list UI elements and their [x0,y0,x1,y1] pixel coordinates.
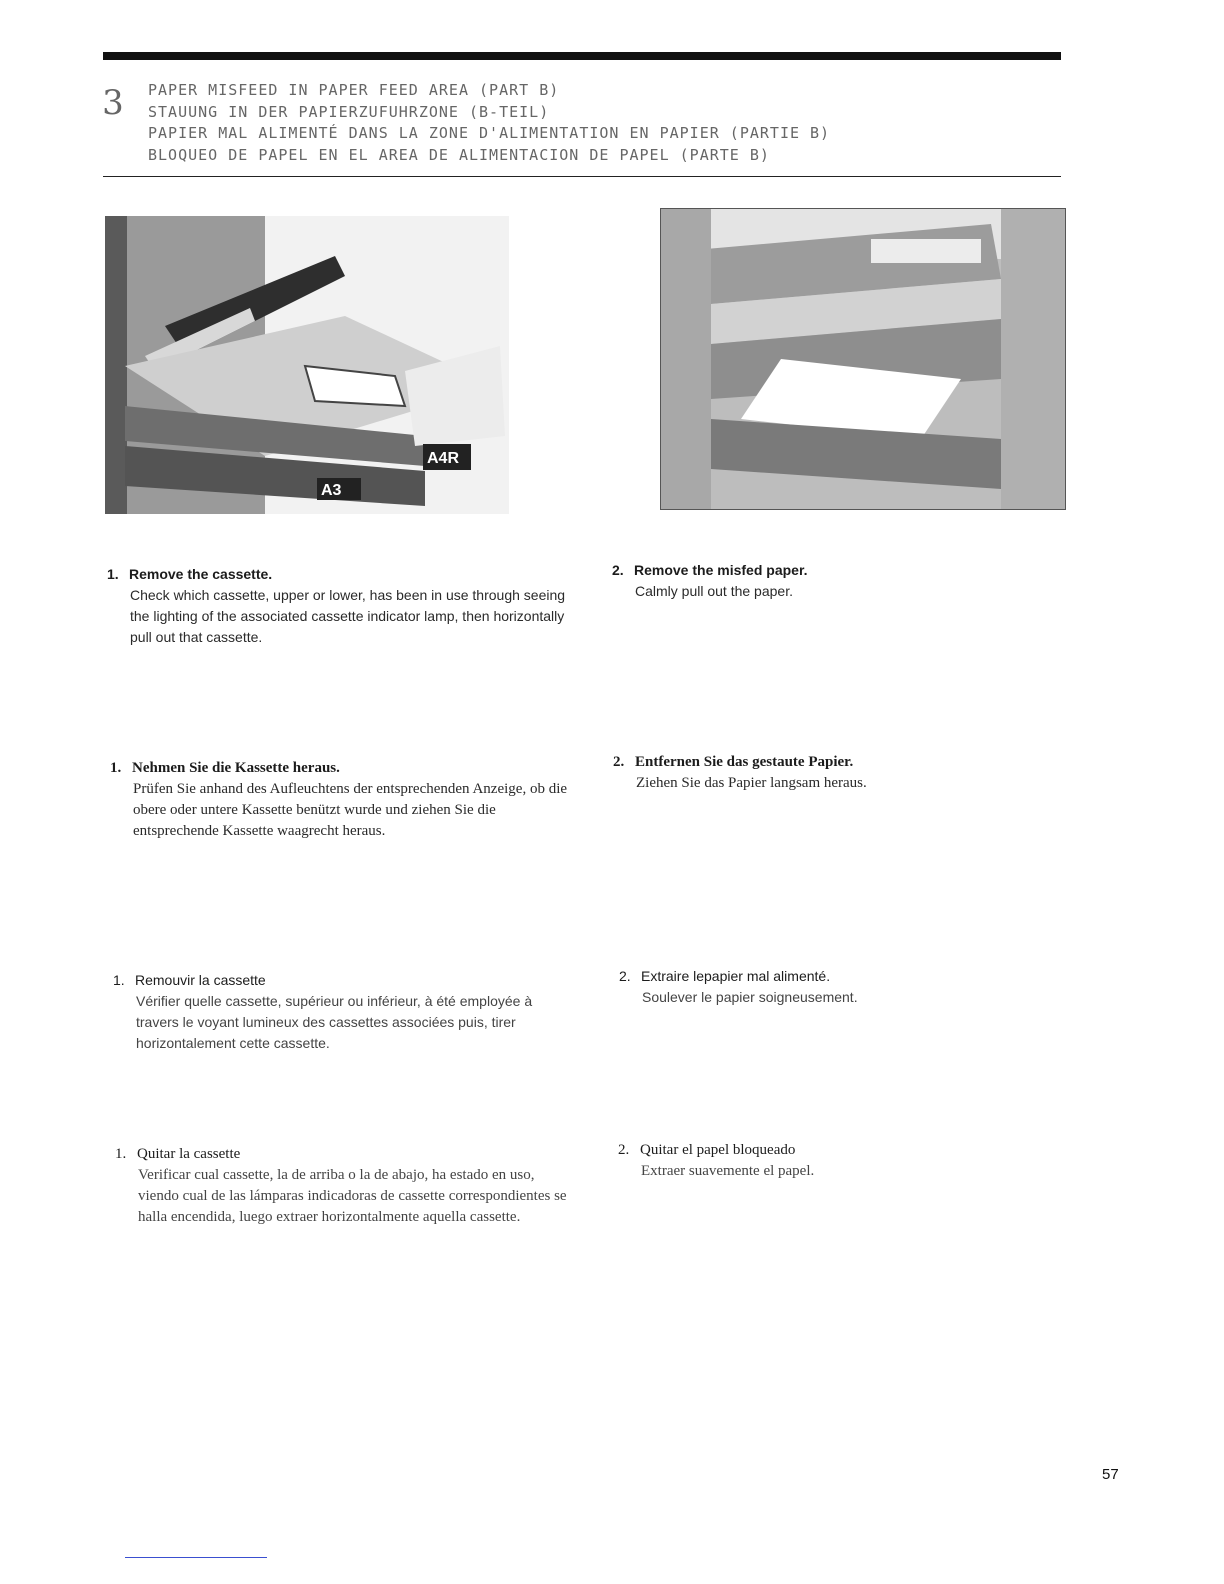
step-title: Entfernen Sie das gestaute Papier. [635,754,854,770]
bottom-rule [125,1557,267,1558]
step-number: 2. [613,754,625,770]
step-body: Verificar cual cassette, la de arriba o la de abajo, ha estado en uso, viendo cual de las lámparas indicadoras de cassette correspondientes se halla encendida, luego extraer horizontalmente aquella cassette. [138,1167,567,1225]
step-body: Calmly pull out the paper. [635,583,793,599]
top-rule [103,52,1061,60]
step-title: Remove the misfed paper. [634,562,808,578]
step-de-2 [613,752,1073,794]
title-spanish: BLOQUEO DE PAPEL EN EL AREA DE ALIMENTACION DE PAPEL (PARTE B) [148,145,770,164]
step-body: Soulever le papier soigneusement. [642,989,858,1005]
page-number: 57 [1102,1466,1119,1483]
step-title: Extraire lepapier mal alimenté. [641,968,831,984]
step-title: Remouvir la cassette [135,972,266,988]
step-es-1 [115,1144,575,1228]
section-titles [148,80,1048,166]
label-a4r: A4R [427,450,460,467]
step-body: Check which cassette, upper or lower, has been in use through seeing the lighting of the associated cassette indicator lamp, then horizontally pull out that cassette. [130,587,566,645]
step-en-2 [612,560,1072,602]
step-body: Ziehen Sie das Papier langsam heraus. [636,775,867,791]
step-number: 1. [113,972,125,988]
title-english: PAPER MISFEED IN PAPER FEED AREA (PART B) [148,81,560,99]
step-es-2 [618,1140,1078,1182]
step-number: 1. [110,760,122,776]
step-number: 2. [619,968,631,984]
header-rule [103,176,1061,177]
step-title: Quitar la cassette [137,1146,241,1162]
step-de-1 [110,758,570,842]
step-en-1 [107,564,567,648]
step-number: 1. [107,566,119,582]
title-german: STAUUNG IN DER PAPIERZUFUHRZONE (B-TEIL) [148,102,550,121]
step-title: Remove the cassette. [129,566,273,582]
figure-remove-cassette [105,216,509,514]
step-fr-1 [113,970,573,1054]
step-title: Nehmen Sie die Kassette heraus. [132,760,340,776]
label-a3: A3 [321,482,342,499]
step-body: Extraer suavemente el papel. [641,1163,815,1179]
step-fr-2 [619,966,1079,1008]
figure-remove-misfed-paper [660,208,1066,510]
step-title: Quitar el papel bloqueado [640,1142,796,1158]
section-number: 3 [102,83,124,123]
title-french: PAPIER MAL ALIMENTÉ DANS LA ZONE D'ALIMENTATION EN PAPIER (PARTIE B) [148,124,831,142]
step-body: Prüfen Sie anhand des Aufleuchtens der entsprechenden Anzeige, ob die obere oder untere Kassette benützt wurde und ziehen Sie die entsprechende Kassette waagrecht heraus. [133,781,568,839]
step-number: 2. [618,1142,630,1158]
step-number: 2. [612,562,624,578]
step-body: Vérifier quelle cassette, supérieur ou inférieur, à été employée à travers le voyant lumineux des cassettes associées puis, tirer horizontalement cette cassette. [136,993,533,1051]
step-number: 1. [115,1146,127,1162]
